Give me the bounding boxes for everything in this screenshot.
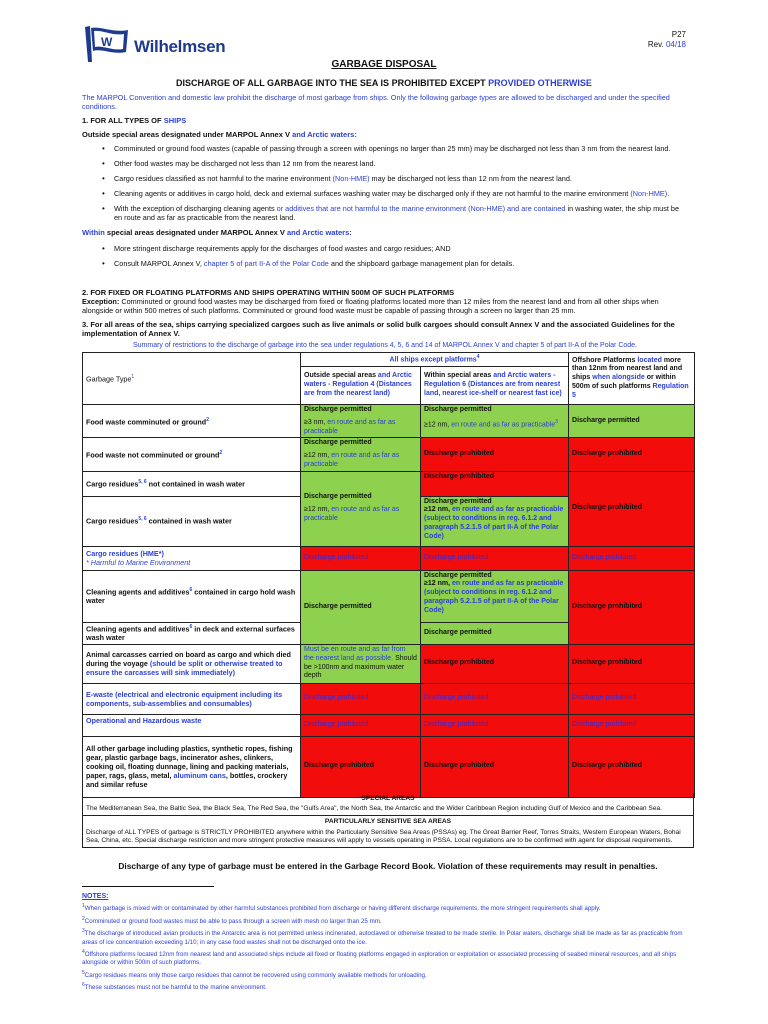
status-cell: Discharge prohibited	[569, 471, 695, 546]
row-label: Cargo residues$^{5, 6}$ not contained in wash water	[83, 471, 301, 496]
status-cell: Discharge permitted ≥12 nm, en route and as far as practicable$^3$	[421, 405, 569, 438]
status-cell: Discharge prohibited	[421, 438, 569, 471]
brand-name: Wilhelmsen	[134, 37, 226, 56]
page-title: GARBAGE DISPOSAL	[331, 59, 437, 70]
status-cell: Discharge permitted ≥12 nm, en route and as far as practicable (subject to conditions in reg. 6.1.2 and paragraph 5.2.1.5 of part II-A of the Polar Code)	[421, 570, 569, 622]
status-cell: Discharge prohibited	[569, 438, 695, 471]
table-row	[83, 683, 695, 714]
table-row	[83, 546, 695, 570]
footnote: $^4$Offshore platforms located 12nm from nearest land and associated ships include all fixed or floating platforms engaged in exploration or exploitation or associated processing of seabed mineral resources, and all ships alongside or within 500m of such platforms.	[82, 949, 677, 967]
row-label: E-waste (electrical and electronic equipment including its components, sub-assemblies and consumables)	[83, 683, 301, 714]
flag-logo-icon	[82, 24, 132, 64]
status-cell: Discharge prohibited	[569, 736, 695, 797]
table-row	[83, 471, 695, 496]
page-number: P27	[671, 30, 686, 39]
status-cell: Discharge prohibited	[301, 714, 421, 736]
page-info	[648, 30, 686, 51]
footnotes	[82, 892, 694, 995]
section-2	[82, 288, 688, 316]
row-label: All other garbage including plastics, synthetic ropes, fishing gear, plastic garbage bags, incinerator ashes, clinkers, cooking oil, floating dunnage, lining and packing materials, paper, rags, glass, metal, aluminum cans, bottles, crockery and similar refuse	[83, 736, 301, 797]
page-subtitle: DISCHARGE OF ALL GARBAGE INTO THE SEA IS PROHIBITED EXCEPT PROVIDED OTHERWISE	[176, 78, 592, 88]
section-3-heading: 3. For all areas of the sea, ships carrying specialized cargoes such as live animals or solid bulk cargoes should consult Annex V and the associated Guidelines for the implementation of Annex V.	[82, 320, 675, 339]
footnote: $^6$These substances must not be harmful to the marine environment.	[82, 982, 267, 992]
all-ships-header: All ships except platforms$^4$	[301, 353, 569, 367]
list-item: • More stringent discharge requirements apply for the discharges of food wastes and cargo residues; AND	[82, 244, 688, 253]
list-item: • Cleaning agents or additives in cargo hold, deck and external surfaces washing water may be discharged only if they are not harmful to the marine environment (Non-HME).	[82, 189, 688, 198]
outside-special-areas-heading: Outside special areas designated under MARPOL Annex V and Arctic waters:	[82, 130, 357, 140]
list-item: • Consult MARPOL Annex V, chapter 5 of part II-A of the Polar Code and the shipboard garbage management plan for details.	[82, 259, 688, 268]
status-cell: Discharge permitted	[569, 405, 695, 438]
row-label: Operational and Hazardous waste	[83, 714, 301, 736]
pssa-box: PARTICULARLY SENSITIVE SEA AREAS Discharge of ALL TYPES of garbage is STRICTLY PROHIBITED anywhere within the Particularly Sensitive Sea Areas (PSSAs) eg. The Great Barrier Reef, Torres Straits, Western European Waters, Bohai Sea, China, etc. Special discharge restriction and more stringent protective measures will apply to vessels operating in PSSA. Local regulations are to be confirmed with agent for disposal requirements.	[82, 816, 694, 848]
within-special-areas-header: Within special areas and Arctic waters - Regulation 6 (Distances are from nearest land, nearest ice-shelf or nearest fast ice)	[421, 367, 569, 405]
footnote: $^5$Cargo residues means only those cargo residues that cannot be recovered using commonly available methods for unloading.	[82, 969, 427, 979]
row-label: Food waste not comminuted or ground$^2$	[83, 438, 301, 471]
summary-caption: Summary of restrictions to the discharge of garbage into the sea under regulations 4, 5, 6 and 14 of MARPOL Annex V and chapter 5 of part II-A of the Polar Code.	[132, 342, 638, 349]
special-areas-box: SPECIAL AREAS The Mediterranean Sea, the Baltic Sea, the Black Sea, The Red Sea, the "Gulfs Area", the North Sea, the Antarctic and the Wider Caribbean Region including Gulf of Mexico and the Caribbean Sea.	[82, 793, 694, 816]
status-cell: Discharge prohibited	[421, 714, 569, 736]
list-item: • Other food wastes may be discharged not less than 12 nm from the nearest land.	[82, 159, 688, 168]
section-2-heading: 2. FOR FIXED OR FLOATING PLATFORMS AND SHIPS OPERATING WITHIN 500M OF SUCH PLATFORMS	[82, 288, 455, 297]
row-label: Cargo residues (HME*) * Harmful to Marine Environment	[83, 546, 301, 570]
status-cell: Discharge prohibited	[569, 570, 695, 644]
status-cell: Discharge permitted ≥3 nm, en route and as far as practicable	[301, 405, 421, 438]
row-label: Food waste comminuted or ground$^2$	[83, 405, 301, 438]
list-item: • With the exception of discharging cleaning agents or additives that are not harmful to the marine environment (Non-HME) and are contained in washing water, the ship must be en route and as far as practicable from the nearest land.	[82, 204, 688, 222]
status-cell: Discharge prohibited	[421, 736, 569, 797]
row-label: Cleaning agents and additives$^6$ contained in cargo hold wash water	[83, 570, 301, 622]
status-cell: Discharge prohibited	[569, 683, 695, 714]
status-cell: Discharge prohibited	[301, 736, 421, 797]
status-cell: Discharge permitted ≥12 nm, en route and as far as practicable	[301, 471, 421, 546]
status-cell: Discharge permitted ≥12 nm, en route and as far as practicable (subject to conditions in reg. 6.1.2 and paragraph 5.2.1.5 of part II-A of the Polar Code)	[421, 496, 569, 546]
table-row	[83, 438, 695, 471]
row-label: Cargo residues$^{5, 6}$ contained in wash water	[83, 496, 301, 546]
row-label: Animal carcasses carried on board as cargo and which died during the voyage (should be split or otherwise treated to ensure the carcasses will sink immediately)	[83, 644, 301, 683]
table-row	[83, 714, 695, 736]
status-cell: Discharge prohibited	[301, 546, 421, 570]
status-cell: Discharge permitted ≥12 nm, en route and as far as practicable	[301, 438, 421, 471]
footnote: $^1$When garbage is mixed with or contaminated by other harmful substances prohibited from discharge or having different discharge requirements, the more stringent requirements shall apply.	[82, 903, 601, 913]
outside-bullets	[82, 144, 688, 223]
garbage-type-header: Garbage Type$^1$	[83, 353, 301, 405]
status-cell: Discharge prohibited	[421, 546, 569, 570]
notes-divider	[82, 886, 214, 887]
svg-text:W: W	[101, 35, 113, 49]
company-logo	[82, 24, 242, 64]
table-row	[83, 644, 695, 683]
status-cell: Discharge prohibited	[301, 683, 421, 714]
notes-heading: NOTES:	[82, 893, 109, 900]
status-cell: Discharge permitted	[301, 570, 421, 644]
offshore-platforms-header: Offshore Platforms located more than 12nm from nearest land and ships when alongside or within 500m of such platforms Regulation 5	[569, 353, 695, 405]
garbage-discharge-table	[82, 352, 695, 798]
section-1	[82, 116, 688, 274]
within-special-areas-heading: Within special areas designated under MARPOL Annex V and Arctic waters:	[82, 228, 352, 238]
status-cell: Must be en route and as far from the nearest land as possible. Should be >100nm and maximum water depth	[301, 644, 421, 683]
status-cell: Discharge permitted	[421, 622, 569, 644]
footnote: $^3$The discharge of introduced avian products in the Antarctic area is not permitted unless incinerated, autoclaved or otherwise treated to be made sterile. In Polar waters, discharge shall be made as far as practicable from areas of ice concentration exceeding 1/10; in any case food wastes shall not be discharged onto the ice.	[82, 928, 683, 946]
table-row	[83, 405, 695, 438]
footnote: $^2$Comminuted or ground food wastes must be able to pass through a screen with mesh no larger than 25 mm.	[82, 915, 382, 925]
outside-special-areas-header: Outside special areas and Arctic waters - Regulation 4 (Distances are from the nearest land)	[301, 367, 421, 405]
revision: Rev. 04/18	[647, 40, 686, 50]
table-row	[83, 736, 695, 797]
area-notes	[82, 793, 694, 848]
list-item: • Cargo residues classified as not harmful to the marine environment (Non-HME) may be discharged not less than 12 nm from the nearest land.	[82, 174, 688, 183]
within-bullets	[82, 244, 688, 268]
table-row	[83, 570, 695, 622]
section-2-exception: Exception: Comminuted or ground food wastes may be discharged from fixed or floating platforms located more than 12 miles from the nearest land and from all other ships when alongside or within 500 metres of such platforms. Comminuted or ground food waste must be capable of passing through a screen no larger than 25 mm.	[82, 297, 659, 316]
intro-paragraph: The MARPOL Convention and domestic law prohibit the discharge of most garbage from ships. Only the following garbage types are allowed to be discharged and under the specified conditions.	[82, 93, 670, 112]
status-cell: Discharge prohibited	[569, 644, 695, 683]
record-book-warning: Discharge of any type of garbage must be entered in the Garbage Record Book. Violation of these requirements may result in penalties.	[118, 861, 658, 871]
status-cell: Discharge prohibited	[569, 714, 695, 736]
row-label: Cleaning agents and additives$^6$ in deck and external surfaces wash water	[83, 622, 301, 644]
status-cell: Discharge prohibited	[421, 471, 569, 496]
status-cell: Discharge prohibited	[421, 644, 569, 683]
status-cell: Discharge prohibited	[569, 546, 695, 570]
status-cell: Discharge prohibited	[421, 683, 569, 714]
list-item: • Comminuted or ground food wastes (capable of passing through a screen with openings no larger than 25 mm) may be discharged not less than 3 nm from the nearest land.	[82, 144, 688, 153]
section-1-heading: 1. FOR ALL TYPES OF SHIPS	[82, 116, 187, 125]
